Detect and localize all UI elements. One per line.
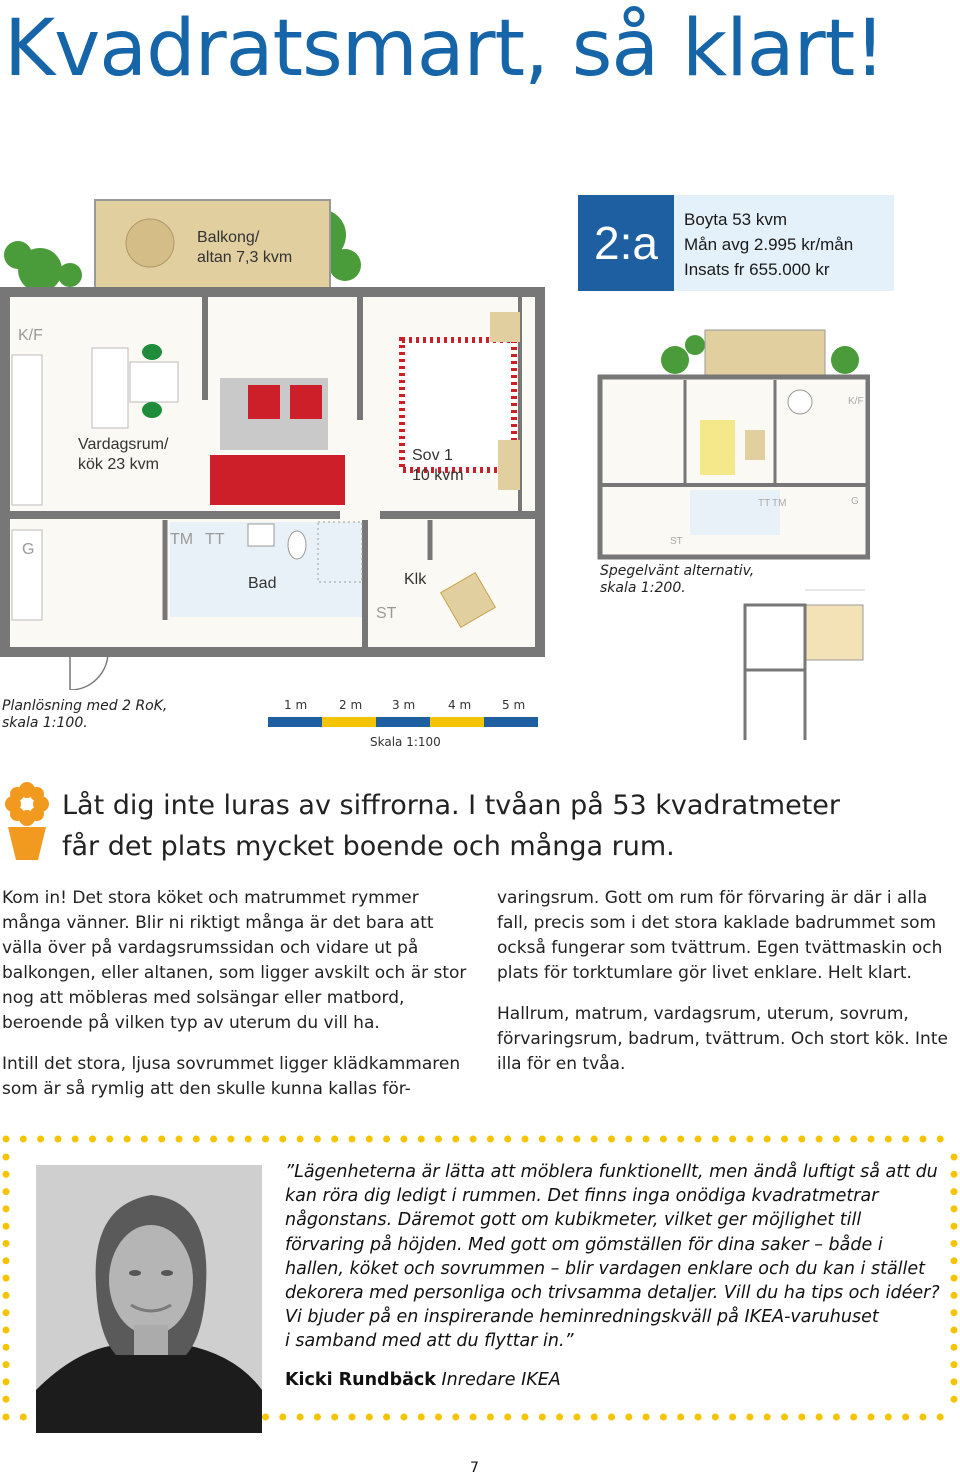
frame-dot bbox=[951, 1275, 958, 1282]
frame-dot bbox=[210, 1136, 217, 1143]
frame-dot bbox=[3, 1309, 10, 1316]
page-number: 7 bbox=[470, 1460, 479, 1476]
frame-dot bbox=[816, 1414, 823, 1421]
frame-dot bbox=[937, 1136, 944, 1143]
scale-tick-5: 5 m bbox=[502, 698, 526, 712]
frame-dot bbox=[3, 1414, 10, 1421]
frame-dot bbox=[262, 1136, 269, 1143]
frame-dot bbox=[764, 1414, 771, 1421]
frame-dot bbox=[951, 1309, 958, 1316]
frame-dot bbox=[643, 1136, 650, 1143]
quote-name: Kicki Rundbäck bbox=[285, 1370, 436, 1390]
frame-dot bbox=[54, 1136, 61, 1143]
frame-dot bbox=[3, 1396, 10, 1403]
frame-dot bbox=[677, 1414, 684, 1421]
scale-tick-3: 3 m bbox=[392, 698, 416, 712]
frame-dot bbox=[951, 1171, 958, 1178]
frame-dot bbox=[331, 1414, 338, 1421]
frame-dot bbox=[868, 1414, 875, 1421]
frame-dot bbox=[435, 1414, 442, 1421]
frame-dot bbox=[3, 1154, 10, 1161]
frame-dot bbox=[556, 1414, 563, 1421]
body-paragraph: Hallrum, matrum, vardagsrum, uterum, sovrum, förvaringsrum, badrum, tvättrum. Och stort kök. Inte illa för en tvåa. bbox=[497, 1004, 948, 1074]
frame-dot bbox=[695, 1414, 702, 1421]
room-label-sov1: Sov 1 10 kvm bbox=[412, 447, 464, 484]
frame-dot bbox=[746, 1136, 753, 1143]
frame-dot bbox=[833, 1136, 840, 1143]
frame-dot bbox=[608, 1136, 615, 1143]
frame-dot bbox=[660, 1136, 667, 1143]
frame-dot bbox=[850, 1414, 857, 1421]
page-title: Kvadratsmart, så klart! bbox=[4, 4, 885, 94]
frame-dot bbox=[746, 1414, 753, 1421]
frame-dot bbox=[349, 1136, 356, 1143]
frame-dot bbox=[951, 1378, 958, 1385]
frame-dot bbox=[314, 1414, 321, 1421]
frame-dot bbox=[539, 1414, 546, 1421]
mirror-caption: Spegelvänt alternativ, skala 1:200. bbox=[600, 563, 755, 596]
body-paragraph: Intill det stora, ljusa sovrummet ligger klädkammaren som är så rymlig att den skulle kunna kallas för- bbox=[2, 1054, 461, 1099]
info-avgift: Mån avg 2.995 kr/mån bbox=[684, 235, 854, 254]
frame-dot bbox=[193, 1136, 200, 1143]
frame-dot bbox=[3, 1292, 10, 1299]
frame-dot bbox=[504, 1414, 511, 1421]
frame-dot bbox=[3, 1327, 10, 1334]
room-label-tt: TT bbox=[205, 531, 225, 548]
flower-pot-icon bbox=[2, 782, 52, 862]
frame-dot bbox=[729, 1136, 736, 1143]
frame-dot bbox=[919, 1414, 926, 1421]
frame-dot bbox=[556, 1136, 563, 1143]
frame-dot bbox=[3, 1378, 10, 1385]
frame-dot bbox=[20, 1414, 27, 1421]
frame-dot bbox=[816, 1136, 823, 1143]
frame-dot bbox=[850, 1136, 857, 1143]
frame-dot bbox=[89, 1136, 96, 1143]
info-insats: Insats fr 655.000 kr bbox=[684, 260, 830, 279]
frame-dot bbox=[951, 1292, 958, 1299]
body-paragraph: varingsrum. Gott om rum för förvaring är där i alla fall, precis som i det stora kaklade badrummet som också fungerar som tvättrum. Egen tvättmaskin och plats för torktumlare gör livet enklare. Helt klart. bbox=[497, 888, 943, 983]
mirror-label-tt: TT bbox=[758, 498, 771, 509]
frame-dot bbox=[951, 1223, 958, 1230]
frame-dot bbox=[176, 1136, 183, 1143]
frame-dot bbox=[695, 1136, 702, 1143]
frame-dot bbox=[937, 1414, 944, 1421]
room-label-balkong: Balkong/ altan 7,3 kvm bbox=[197, 229, 293, 266]
scale-tick-4: 4 m bbox=[448, 698, 472, 712]
room-label-bad: Bad bbox=[248, 575, 277, 592]
frame-dot bbox=[470, 1414, 477, 1421]
apartment-info bbox=[684, 207, 853, 282]
frame-dot bbox=[452, 1136, 459, 1143]
frame-dot bbox=[72, 1136, 79, 1143]
frame-dot bbox=[487, 1414, 494, 1421]
body-right-column bbox=[497, 886, 957, 1093]
frame-dot bbox=[487, 1136, 494, 1143]
frame-dot bbox=[660, 1414, 667, 1421]
frame-dot bbox=[452, 1414, 459, 1421]
mirror-label-kf: K/F bbox=[848, 396, 864, 407]
scale-label: Skala 1:100 bbox=[370, 735, 441, 749]
quote-text: ”Lägenheterna är lätta att möblera funktionellt, men ändå luftigt så att du kan röra dig ledigt i rummen. Det finns inga onödiga kvadratmetrar någonstans. Däremot gott om kubikmeter, vilket ger möjlighet till förvaring på höjden. Med gott om gömställen för dina saker – både i hallen, köket och sovrummen – blir vardagen enklare och du kan i stället dekorera med personliga och trivsamma detaljer. Vill du ha tips och idéer? Vi bjuder på en inspirerande heminredningskväll på IKEA-varuhuset i samband med att du flyttar in.” bbox=[285, 1162, 940, 1352]
frame-dot bbox=[400, 1136, 407, 1143]
frame-dot bbox=[729, 1414, 736, 1421]
frame-dot bbox=[3, 1344, 10, 1351]
frame-dot bbox=[141, 1136, 148, 1143]
frame-dot bbox=[227, 1136, 234, 1143]
frame-dot bbox=[504, 1136, 511, 1143]
frame-dot bbox=[279, 1414, 286, 1421]
frame-dot bbox=[366, 1136, 373, 1143]
apartment-info-tag bbox=[578, 195, 894, 291]
portrait-photo bbox=[36, 1165, 262, 1433]
frame-dot bbox=[331, 1136, 338, 1143]
frame-dot bbox=[951, 1327, 958, 1334]
mirror-label-st: ST bbox=[670, 536, 683, 547]
frame-dot bbox=[383, 1414, 390, 1421]
room-label-vardagsrum: Vardagsrum/ kök 23 kvm bbox=[78, 436, 169, 473]
frame-dot bbox=[37, 1136, 44, 1143]
quote-signature bbox=[285, 1370, 561, 1390]
frame-dot bbox=[20, 1136, 27, 1143]
frame-dot bbox=[262, 1414, 269, 1421]
frame-dot bbox=[677, 1136, 684, 1143]
frame-dot bbox=[591, 1136, 598, 1143]
frame-dot bbox=[349, 1414, 356, 1421]
frame-dot bbox=[279, 1136, 286, 1143]
frame-dot bbox=[951, 1240, 958, 1247]
frame-dot bbox=[919, 1136, 926, 1143]
room-label-g: G bbox=[22, 541, 35, 558]
frame-dot bbox=[124, 1136, 131, 1143]
frame-dot bbox=[885, 1136, 892, 1143]
frame-dot bbox=[781, 1414, 788, 1421]
room-count: 2:a bbox=[578, 195, 674, 291]
frame-dot bbox=[625, 1136, 632, 1143]
plan-caption: Planlösning med 2 RoK, skala 1:100. bbox=[2, 698, 168, 731]
frame-dot bbox=[470, 1136, 477, 1143]
frame-dot bbox=[951, 1188, 958, 1195]
mirror-label-tm: TM bbox=[772, 498, 787, 509]
frame-dot bbox=[868, 1136, 875, 1143]
frame-dot bbox=[522, 1414, 529, 1421]
frame-dot bbox=[951, 1257, 958, 1264]
frame-dot bbox=[3, 1188, 10, 1195]
frame-dot bbox=[245, 1136, 252, 1143]
frame-dot bbox=[798, 1414, 805, 1421]
frame-dot bbox=[833, 1414, 840, 1421]
lead-text: Låt dig inte luras av siffrorna. I tvåan på 53 kvadratmeter får det plats mycket boende och många rum. bbox=[62, 790, 841, 862]
frame-dot bbox=[158, 1136, 165, 1143]
frame-dot bbox=[781, 1136, 788, 1143]
frame-dot bbox=[712, 1136, 719, 1143]
frame-dot bbox=[798, 1136, 805, 1143]
frame-dot bbox=[435, 1136, 442, 1143]
frame-dot bbox=[608, 1414, 615, 1421]
frame-dot bbox=[573, 1414, 580, 1421]
room-label-kf: K/F bbox=[18, 327, 43, 344]
room-label-klk: Klk bbox=[404, 571, 427, 588]
body-paragraph: Kom in! Det stora köket och matrummet rymmer många vänner. Blir ni riktigt många är det bara att välla över på vardagsrumssidan och vidare ut på balkongen, eller altanen, som ligger avskilt och är stor nog att möbleras med solsängar eller matbord, beroende på vilken typ av uterum du vill ha. bbox=[2, 888, 467, 1033]
body-left-column bbox=[2, 886, 472, 1118]
frame-dot bbox=[522, 1136, 529, 1143]
frame-dot bbox=[3, 1257, 10, 1264]
frame-dot bbox=[951, 1361, 958, 1368]
frame-dot bbox=[591, 1414, 598, 1421]
frame-dot bbox=[3, 1223, 10, 1230]
mirror-floor-plan bbox=[595, 320, 870, 740]
frame-dot bbox=[951, 1396, 958, 1403]
frame-dot bbox=[764, 1136, 771, 1143]
frame-dot bbox=[366, 1414, 373, 1421]
frame-dot bbox=[3, 1275, 10, 1282]
frame-dot bbox=[902, 1414, 909, 1421]
frame-dot bbox=[3, 1240, 10, 1247]
frame-dot bbox=[712, 1414, 719, 1421]
quote-role: Inredare IKEA bbox=[441, 1370, 561, 1390]
frame-dot bbox=[106, 1136, 113, 1143]
frame-dot bbox=[314, 1136, 321, 1143]
frame-dot bbox=[3, 1361, 10, 1368]
frame-dot bbox=[902, 1136, 909, 1143]
scale-tick-2: 2 m bbox=[339, 698, 363, 712]
frame-dot bbox=[643, 1414, 650, 1421]
frame-dot bbox=[383, 1136, 390, 1143]
mirror-label-g: G bbox=[851, 496, 859, 507]
frame-dot bbox=[297, 1414, 304, 1421]
scale-tick-1: 1 m bbox=[284, 698, 308, 712]
frame-dot bbox=[951, 1344, 958, 1351]
frame-dot bbox=[625, 1414, 632, 1421]
frame-dot bbox=[951, 1205, 958, 1212]
info-boyta: Boyta 53 kvm bbox=[684, 210, 787, 229]
frame-dot bbox=[418, 1414, 425, 1421]
frame-dot bbox=[3, 1205, 10, 1212]
frame-dot bbox=[400, 1414, 407, 1421]
frame-dot bbox=[951, 1154, 958, 1161]
frame-dot bbox=[3, 1136, 10, 1143]
frame-dot bbox=[3, 1171, 10, 1178]
frame-dot bbox=[539, 1136, 546, 1143]
frame-dot bbox=[418, 1136, 425, 1143]
frame-dot bbox=[885, 1414, 892, 1421]
scale-bar bbox=[268, 717, 540, 727]
frame-dot bbox=[297, 1136, 304, 1143]
frame-dot bbox=[573, 1136, 580, 1143]
room-label-st: ST bbox=[376, 605, 397, 622]
room-label-tm: TM bbox=[170, 531, 194, 548]
